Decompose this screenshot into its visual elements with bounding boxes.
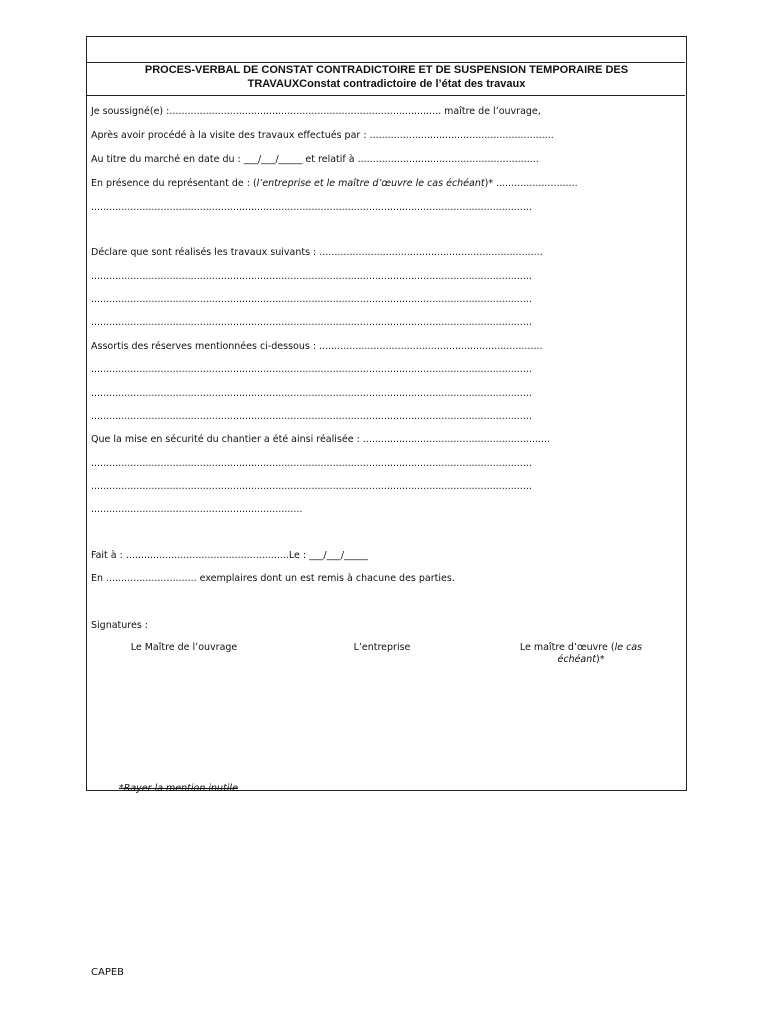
presence-text-c: )* ........................... <box>484 178 578 189</box>
dotted-line: .................................................................................................................................................. <box>91 364 532 375</box>
dotted-line: .................................................................................................................................................. <box>91 271 532 282</box>
line-fait: Fait à : ......................................................Le : ___/___/_____ <box>91 550 368 561</box>
dotted-line: .................................................................................................................................................. <box>91 317 532 328</box>
signature-maitre-ouvrage: Le Maître de l’ouvrage <box>130 642 238 653</box>
dotted-line: .................................................................................................................................................. <box>91 294 532 305</box>
title-line-1: PROCES-VERBAL DE CONSTAT CONTRADICTOIRE ET DE SUSPENSION TEMPORAIRE DES <box>144 64 629 76</box>
dotted-line: .................................................................................................................................................. <box>91 481 532 492</box>
line-travaux: Déclare que sont réalisés les travaux suivants : .......................................................................... <box>91 247 543 258</box>
signatures-label: Signatures : <box>91 620 148 631</box>
dotted-line: .................................................................................................................................................. <box>91 411 532 422</box>
line-marche: Au titre du marché en date du : ___/___/_____ et relatif à ............................................................ <box>91 154 539 165</box>
line-soussigne: Je soussigné(e) :.......................................................................................... maître de l’ouvrage, <box>91 106 541 117</box>
line-securite: Que la mise en sécurité du chantier a été ainsi réalisée : .............................................................. <box>91 434 551 445</box>
footnote: *Rayer la mention inutile <box>119 783 238 794</box>
short-dotted-line: ...................................................................... <box>91 504 303 515</box>
presence-text-a: En présence du représentant de : ( <box>91 178 257 189</box>
dotted-line: .................................................................................................................................................. <box>91 388 532 399</box>
document-title <box>88 63 685 91</box>
dotted-line: .................................................................................................................................................. <box>91 458 532 469</box>
line-reserves: Assortis des réserves mentionnées ci-dessous : .......................................................................... <box>91 341 543 352</box>
title-line-2: TRAVAUXConstat contradictoire de l’état des travaux <box>247 78 526 90</box>
sig3-text-c: échéant <box>557 654 597 665</box>
sig3-text-a: Le maître d’œuvre ( <box>519 642 615 653</box>
signature-entreprise: L’entreprise <box>353 642 411 653</box>
dotted-line: .................................................................................................................................................. <box>91 202 532 213</box>
sig3-text-b: le cas <box>614 642 643 653</box>
presence-text-b: l’entreprise et le maître d’œuvre le cas échéant <box>256 178 485 189</box>
line-visite: Après avoir procédé à la visite des travaux effectués par : ............................................................. <box>91 130 554 141</box>
line-presence <box>91 178 578 190</box>
footer-capeb: CAPEB <box>91 967 125 978</box>
sig3-text-d: )* <box>596 654 605 665</box>
line-exemplaires: En .............................. exemplaires dont un est remis à chacune des parties. <box>91 573 455 584</box>
signature-maitre-oeuvre <box>496 642 666 666</box>
